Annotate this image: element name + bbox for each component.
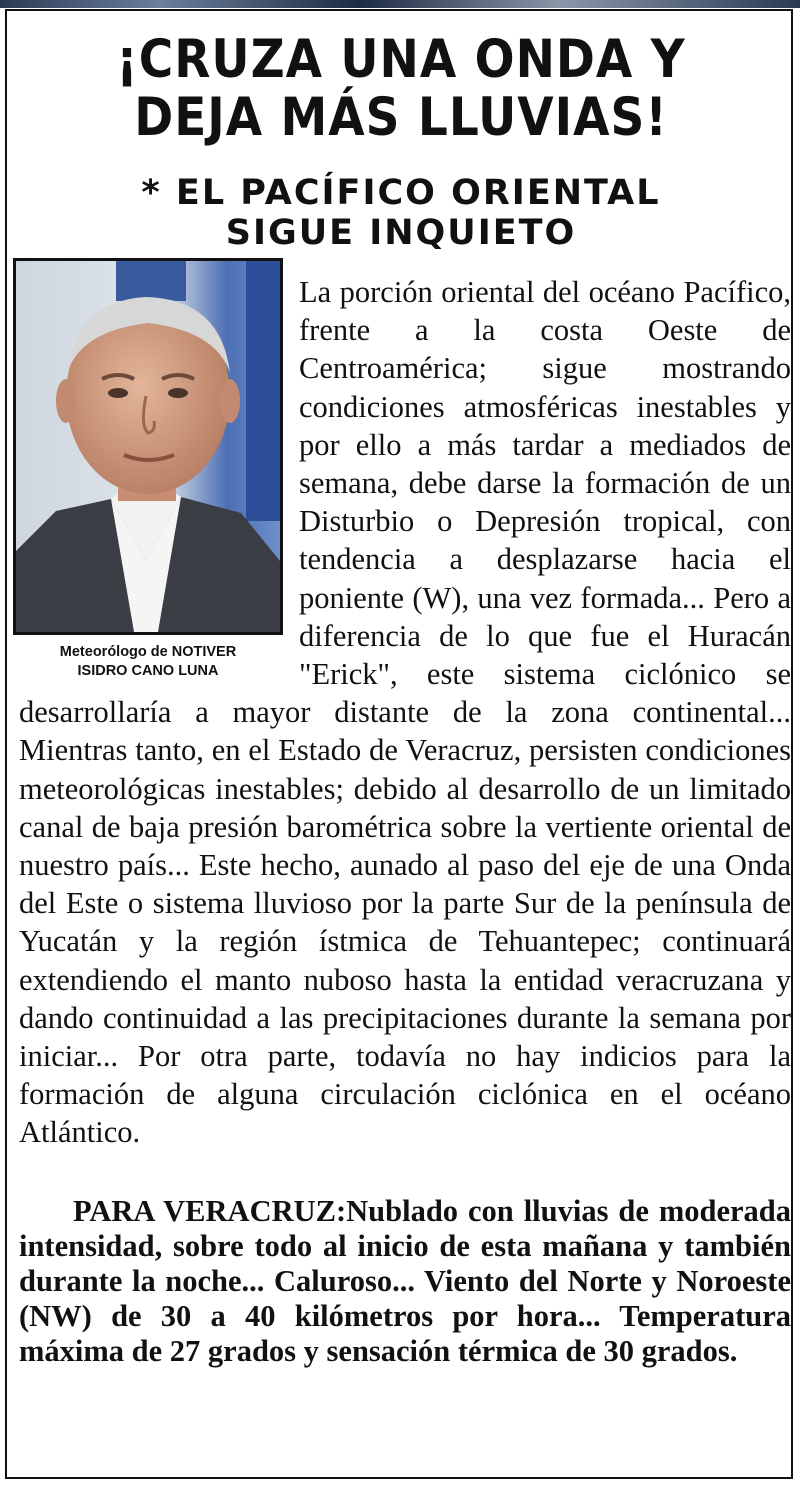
headline-line-2: DEJA MÁS LLUVIAS!: [134, 87, 668, 149]
article-body-text: La porción oriental del océano Pacífico, frente a la costa Oeste de Centroamérica; sigue mostrando condiciones atmosféricas inestables y por ello a más tardar a mediados de semana, debe darse la formación de un Disturbio o Depresión tropical, con tendencia a desplazarse hacia el poniente (W), una vez formada... Pero a diferencia de lo que fue el Huracán "Erick", este sistema ciclónico se desarrollaría a mayor distante de la zona continental... Mientras tanto, en el Estado de Veracruz, persisten condiciones meteorológicas inestables; debido al desarrollo de un limitado canal de baja presión barométrica sobre la vertiente oriental de nuestro país... Este hecho, aunado al paso del eje de una Onda del Este o sistema lluvioso por la parte Sur de la península de Yucatán y la región ístmica de Tehuantepec; continuará extendiendo el manto nuboso hasta la entidad veracruzana y dando continuidad a las precipitaciones durante la semana por iniciar... Por otra parte, todavía no hay indicios para la formación de alguna circulación ciclónica en el océano Atlántico.: [19, 275, 791, 1150]
subheadline-line-1: * EL PACÍFICO ORIENTAL: [141, 173, 661, 213]
article-frame: [5, 9, 793, 1479]
subheadline: [7, 173, 795, 253]
caption-line-2: ISIDRO CANO LUNA: [77, 663, 219, 679]
article-body: [19, 273, 791, 1152]
photo-wrap-spacer: [19, 273, 299, 673]
forecast-paragraph: PARA VERACRUZ:Nublado con lluvias de moderada intensidad, sobre todo al inicio de esta mañana y también durante la noche... Caluroso... Viento del Norte y Noroeste (NW) de 30 a 40 kilómetros por hora... Temperatura máxima de 27 grados y sensación térmica de 30 grados.: [19, 1194, 791, 1368]
subheadline-line-2: SIGUE INQUIETO: [225, 213, 577, 253]
caption-line-1: Meteorólogo de NOTIVER: [59, 644, 237, 660]
top-photo-strip: [0, 0, 800, 8]
headline-line-1: ¡CRUZA UNA ONDA Y: [116, 28, 686, 91]
headline: [7, 28, 795, 149]
